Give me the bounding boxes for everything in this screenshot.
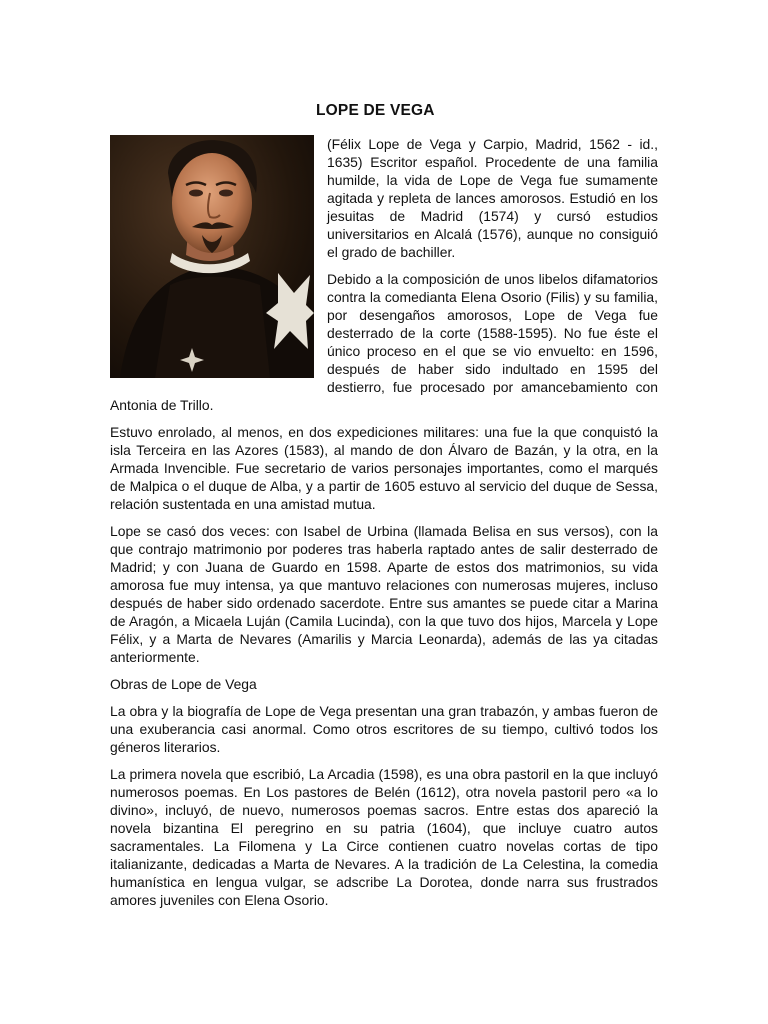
- paragraph-marriages: Lope se casó dos veces: con Isabel de Urbina (llamada Belisa en sus versos), con la que contrajo matrimonio por poderes tras haberla raptado antes de salir desterrado de Madrid; y con Juana de Guardo en 1598. Aparte de estos dos matrimonios, su vida amorosa fue muy intensa, ya que mantuvo relaciones con numerosas mujeres, incluso después de haber sido ordenado sacerdote. Entre sus amantes se puede citar a Marina de Aragón, a Micaela Luján (Camila Lucinda), con la que tuvo dos hijos, Marcela y Lope Félix, y a Marta de Nevares (Amarilis y Marcia Leonarda), además de las ya citadas anteriormente.: [110, 523, 658, 665]
- paragraph-works-intro: La obra y la biografía de Lope de Vega presentan una gran trabazón, y ambas fueron de una exuberancia casi anormal. Como otros escritores de su tiempo, cultivó todos los géneros literarios.: [110, 703, 658, 755]
- paragraph-exile: Debido a la composición de unos libelos difamatorios contra la comedianta Elena Osorio (Filis) y su familia, por desengaños amorosos, Lope de Vega fue desterrado de la corte (1588-1595). No fue éste el único proceso en el que se vio envuelto: en 1596, después de haber sido indultado en 1595 del destierro, fue procesado por amancebamiento con Antonia de Trillo.: [110, 271, 658, 413]
- document-title: LOPE DE VEGA: [316, 102, 435, 119]
- portrait-image: [110, 135, 314, 378]
- paragraph-military: Estuvo enrolado, al menos, en dos expediciones militares: una fue la que conquistó la isla Terceira en las Azores (1583), al mando de don Álvaro de Bazán, y la otra, en la Armada Invencible. Fue secretario de varios personajes importantes, como el marqués de Malpica o el duque de Alba, y a partir de 1605 estuvo al servicio del duque de Sessa, relación sustentada en una amistad mutua.: [110, 424, 658, 512]
- document-body: [110, 135, 658, 918]
- paragraph-novels: La primera novela que escribió, La Arcadia (1598), es una obra pastoril en la que incluyó numerosos poemas. En Los pastores de Belén (1612), otra novela pastoril pero «a lo divino», incluyó, de nuevo, numerosos poemas sacros. Entre estas dos apareció la novela bizantina El peregrino en su patria (1604), que incluye cuatro autos sacramentales. La Filomena y La Circe contienen cuatro novelas cortas de tipo italianizante, dedicadas a Marta de Nevares. A la tradición de La Celestina, la comedia humanística en lengua vulgar, se adscribe La Dorotea, donde narra sus frustrados amores juveniles con Elena Osorio.: [110, 766, 658, 908]
- section-heading-works: Obras de Lope de Vega: [110, 676, 257, 692]
- paragraph-intro: (Félix Lope de Vega y Carpio, Madrid, 1562 - id., 1635) Escritor español. Procedente de una familia humilde, la vida de Lope de Vega fue sumamente agitada y repleta de lances amorosos. Estudió en los jesuitas de Madrid (1574) y cursó estudios universitarios en Alcalá (1576), aunque no consiguió el grado de bachiller.: [327, 136, 658, 260]
